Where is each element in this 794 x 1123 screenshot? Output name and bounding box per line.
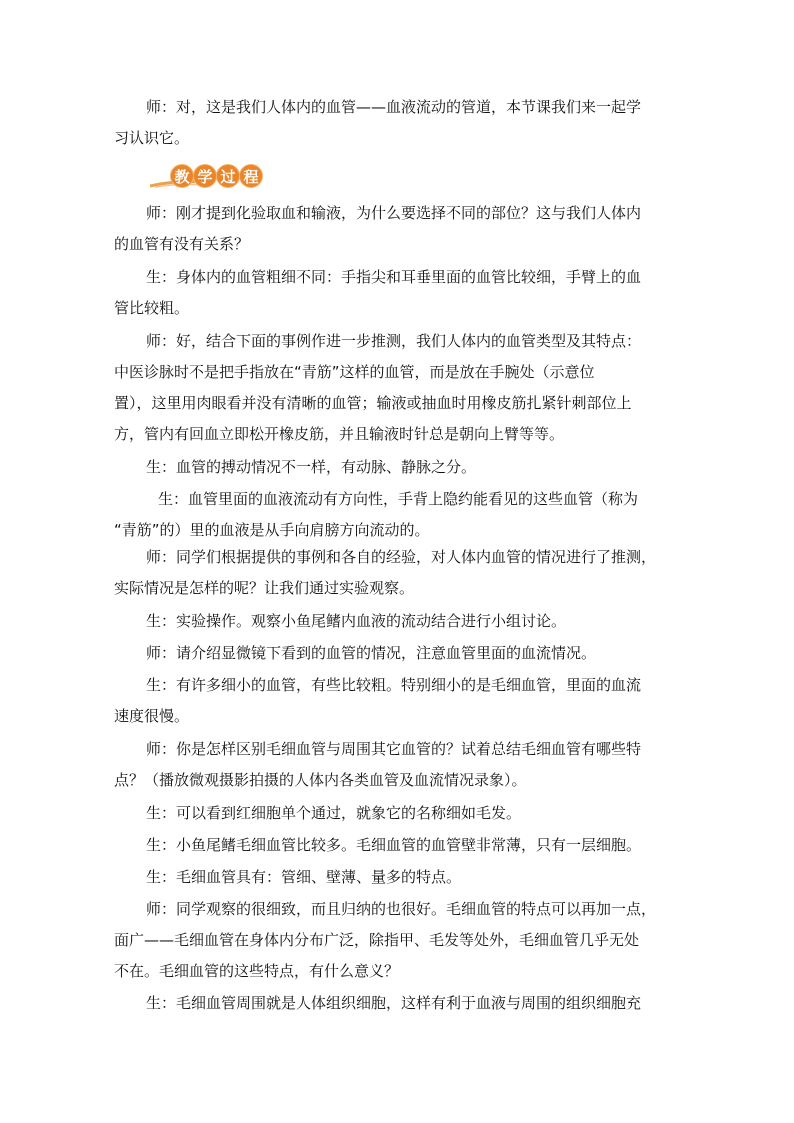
body-paragraph xyxy=(114,798,684,829)
text-line: 生：血管的搏动情况不一样，有动脉、静脉之分。 xyxy=(146,458,477,476)
text-line: 师：同学观察的很细致，而且归纳的也很好。毛细血管的特点可以再加一点， xyxy=(146,900,657,918)
body-paragraph xyxy=(114,894,684,987)
body-paragraph xyxy=(114,262,684,324)
text-line: 师：你是怎样区别毛细血管与周围其它血管的？试着总结毛细血管有哪些特 xyxy=(146,740,642,758)
text-line: 习认识它。 xyxy=(114,129,190,147)
text-line: 生：血管里面的血液流动有方向性，手背上隐约能看见的这些血管（称为 xyxy=(158,490,639,508)
text-line: 生：身体内的血管粗细不同：手指尖和耳垂里面的血管比较细，手臂上的血 xyxy=(146,268,642,286)
body-paragraph xyxy=(114,988,684,1019)
text-line: “青筋”的）里的血液是从手向肩膀方向流动的。 xyxy=(114,521,430,539)
text-line: 生：毛细血管周围就是人体组织细胞，这样有利于血液与周围的组织细胞充 xyxy=(146,994,642,1012)
text-line: 师：同学们根据提供的事例和各自的经验，对人体内血管的情况进行了推测， xyxy=(146,548,657,566)
text-line: 管比较粗。 xyxy=(114,299,190,317)
body-paragraph xyxy=(114,638,684,669)
body-paragraph xyxy=(114,830,684,861)
body-paragraph xyxy=(114,452,684,483)
banner-char: 过 xyxy=(216,164,240,188)
banner-char: 学 xyxy=(193,164,217,188)
text-line: 中医诊脉时不是把手指放在“青筋”这样的血管，而是放在手腕处（示意位 xyxy=(114,363,595,381)
banner-char: 程 xyxy=(239,164,263,188)
text-line: 师：对，这是我们人体内的血管——血液流动的管道，本节课我们来一起学 xyxy=(146,98,642,116)
body-paragraph xyxy=(114,326,684,450)
text-line: 师：好，结合下面的事例作进一步推测，我们人体内的血管类型及其特点： xyxy=(146,332,642,350)
text-line: 的血管有没有关系？ xyxy=(114,235,250,253)
text-line: 师：请介绍显微镜下看到的血管的情况，注意血管里面的血流情况。 xyxy=(146,644,597,662)
text-line: 不在。毛细血管的这些特点，有什么意义？ xyxy=(114,962,400,980)
section-banner xyxy=(150,164,300,194)
body-paragraph xyxy=(114,670,684,732)
text-line: 师：刚才提到化验取血和输液，为什么要选择不同的部位？这与我们人体内 xyxy=(146,204,642,222)
text-line: 点？（播放微观摄影拍摄的人体内各类血管及血流情况录象）。 xyxy=(114,771,527,789)
text-line: 方，管内有回血立即松开橡皮筋，并且输液时针总是朝向上臂等等。 xyxy=(114,425,565,443)
text-line: 置），这里用肉眼看并没有清晰的血管；输液或抽血时用橡皮筋扎紧针刺部位上 xyxy=(114,394,632,412)
body-paragraph xyxy=(114,542,684,604)
body-paragraph xyxy=(114,734,684,796)
body-paragraph xyxy=(114,606,684,637)
text-line: 生：可以看到红细胞单个通过，就象它的名称细如毛发。 xyxy=(146,804,522,822)
text-line: 生：毛细血管具有：管细、壁薄、量多的特点。 xyxy=(146,868,462,886)
text-line: 生：小鱼尾鳍毛细血管比较多。毛细血管的血管壁非常薄，只有一层细胞。 xyxy=(146,836,642,854)
intro-paragraph xyxy=(114,92,684,154)
text-line: 速度很慢。 xyxy=(114,707,190,725)
banner-char: 教 xyxy=(170,164,194,188)
text-line: 生：实验操作。观察小鱼尾鳍内血液的流动结合进行小组讨论。 xyxy=(146,612,567,630)
text-line: 面广——毛细血管在身体内分布广泛，除指甲、毛发等处外，毛细血管几乎无处 xyxy=(114,931,640,949)
body-paragraph xyxy=(114,198,684,260)
body-paragraph xyxy=(114,484,684,546)
text-line: 生：有许多细小的血管，有些比较粗。特别细小的是毛细血管，里面的血流 xyxy=(146,676,642,694)
text-line: 实际情况是怎样的呢？让我们通过实验观察。 xyxy=(114,579,415,597)
body-paragraph xyxy=(114,862,684,893)
